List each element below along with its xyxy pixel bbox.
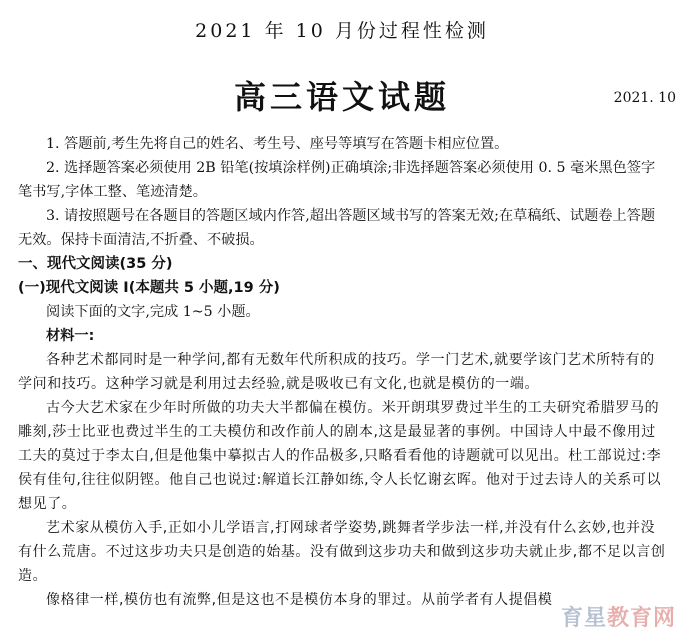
watermark-text-accent: 教育网: [606, 606, 676, 631]
section-subtitle: (一)现代文阅读 I(本题共 5 小题,19 分): [18, 280, 280, 296]
instruction-1: 1. 答题前,考生先将自己的姓名、考生号、座号等填写在答题卡相应位置。: [46, 136, 509, 152]
passage-paragraph-3: 艺术家从模仿入手,正如小儿学语言,打网球者学姿势,跳舞者学步法一样,并没有什么玄妙,也并没有什么荒唐。不过这步功夫只是创造的始基。没有做到这步功夫和做到这步功夫就止步,都不足以言创造。: [18, 520, 666, 584]
exam-header: 2021 年 10 月份过程性检测: [195, 20, 489, 42]
exam-date: 2021. 10: [613, 90, 676, 106]
section-title: 一、现代文阅读(35 分): [18, 256, 173, 272]
material-label: 材料一:: [46, 328, 95, 344]
passage-paragraph-1: 各种艺术都同时是一种学问,都有无数年代所积成的技巧。学一门艺术,就要学该门艺术所特有的学问和技巧。这种学习就是利用过去经验,就是吸收已有文化,也就是模仿的一端。: [18, 352, 655, 392]
passage-paragraph-2: 古今大艺术家在少年时所做的功夫大半都偏在模仿。米开朗琪罗费过半生的工夫研究希腊罗马的雕刻,莎士比亚也费过半生的工夫模仿和改作前人的剧本,这是最显著的事例。中国诗人中最不像用过工夫的莫过于李太白,但是他集中摹拟古人的作品极多,只略看看他的诗题就可以见出。杜工部说过:李侯有佳句,往往似阴铿。他自己也说过:解道长江静如练,令人长忆谢玄晖。他对于过去诗人的关系可以想见了。: [18, 400, 662, 512]
watermark-logo: [561, 601, 676, 632]
exam-content: [18, 132, 668, 612]
section-prompt: 阅读下面的文字,完成 1~5 小题。: [46, 304, 260, 320]
watermark-text-main: 育星: [560, 606, 607, 631]
page-title: 高三语文试题: [233, 78, 450, 116]
passage-paragraph-4: 像格律一样,模仿也有流弊,但是这也不是模仿本身的罪过。从前学者有人提倡模: [46, 592, 553, 608]
instruction-3: 3. 请按照题号在各题目的答题区域内作答,超出答题区域书写的答案无效;在草稿纸、试题卷上答题无效。保持卡面清洁,不折叠、不破损。: [18, 208, 656, 248]
instruction-2: 2. 选择题答案必须使用 2B 铅笔(按填涂样例)正确填涂;非选择题答案必须使用 0. 5 毫米黑色签字笔书写,字体工整、笔迹清楚。: [18, 160, 656, 200]
